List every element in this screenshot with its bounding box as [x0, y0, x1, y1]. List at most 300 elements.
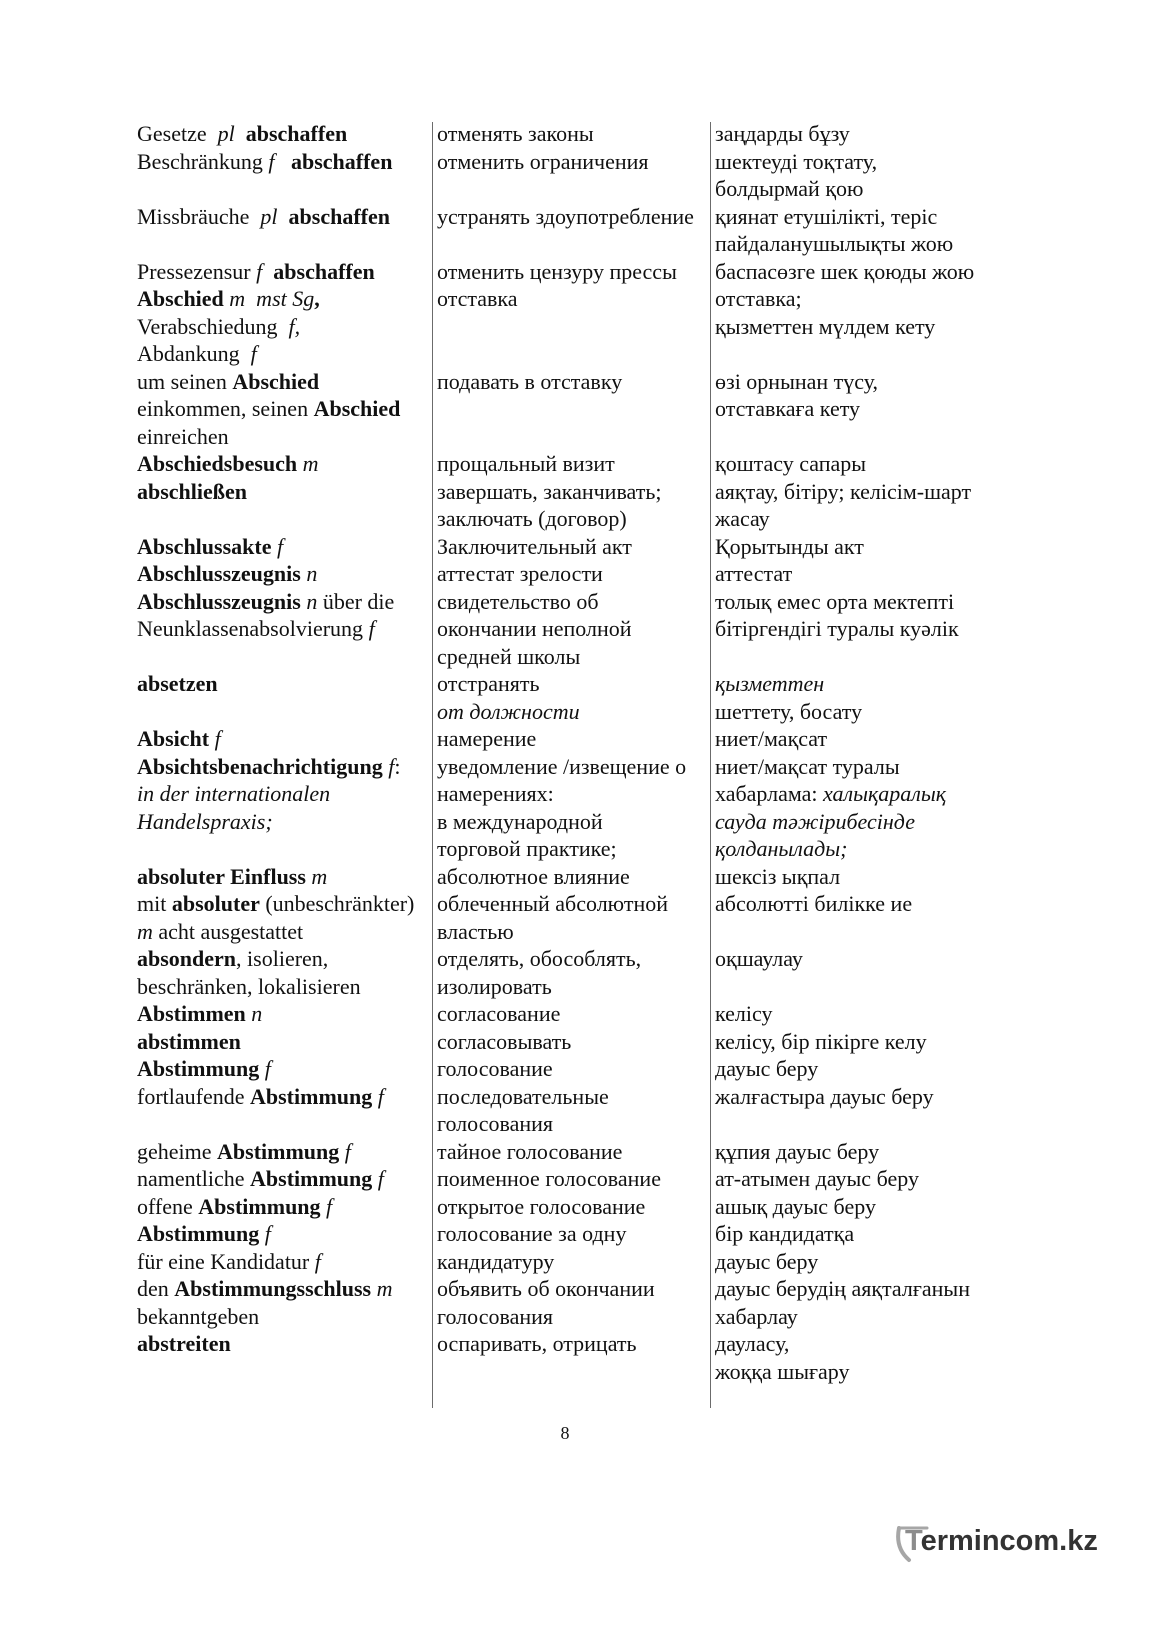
bold-text: Abstimmungsschluss — [174, 1276, 377, 1301]
text-line: согласование — [437, 1001, 561, 1026]
bold-text: abschaffen — [245, 121, 348, 146]
bold-text: Abschied — [313, 396, 401, 421]
dictionary-entry — [137, 1138, 1140, 1166]
text-line: облеченный абсолютной — [437, 891, 668, 916]
russian-translation — [437, 368, 715, 451]
dictionary-entry — [137, 588, 1140, 671]
italic-text: f — [264, 1221, 271, 1246]
russian-translation — [437, 450, 715, 478]
bold-text: Abstimmung — [250, 1166, 378, 1191]
russian-translation — [437, 478, 715, 533]
text-line: қызметтен мүлдем кету — [715, 313, 936, 339]
german-term — [137, 1055, 437, 1083]
column-divider — [432, 122, 433, 1408]
text-line — [137, 1028, 437, 1056]
german-term — [137, 148, 437, 203]
text-line: баспасөзге шек қоюды жою — [715, 258, 975, 284]
russian-translation — [437, 863, 715, 891]
italic-text: f — [377, 1083, 384, 1109]
text-line: уведомление /извещение о — [437, 753, 687, 779]
dictionary-entry — [137, 450, 1140, 478]
russian-translation — [437, 258, 715, 286]
text-line: Қорытынды акт — [715, 533, 864, 559]
text-line: дауыс беру — [715, 1248, 819, 1274]
dictionary-entry — [137, 285, 1140, 368]
text-line: қиянат етушілікті, теріс — [715, 203, 938, 229]
german-term — [137, 560, 437, 588]
bold-text: Absicht — [137, 726, 215, 751]
text-line: абсолютті билікке ие — [715, 891, 913, 916]
regular-text: einkommen, seinen — [137, 396, 314, 421]
german-term — [137, 890, 437, 945]
text-line — [137, 1248, 437, 1276]
italic-text: m — [376, 1276, 393, 1301]
italic-text: сауда тәжірибесінде — [715, 808, 915, 834]
text-line: дауыс беру — [715, 1056, 819, 1081]
bold-text: Abschlussakte — [137, 533, 277, 559]
bold-text: Abstimmung — [137, 1056, 265, 1081]
text-line — [137, 615, 437, 643]
kazakh-translation — [715, 533, 1140, 561]
text-line: жасау — [715, 506, 770, 531]
regular-text: Verabschiedung — [137, 313, 289, 339]
text-line — [137, 340, 437, 368]
kazakh-translation — [715, 753, 1140, 863]
text-line: завершать, заканчивать; — [437, 478, 662, 504]
text-line: дауыс берудің аяқталғанын — [715, 1276, 970, 1301]
russian-translation — [437, 560, 715, 588]
russian-translation — [437, 203, 715, 258]
text-line: шеттету, босату — [715, 698, 863, 724]
italic-text: m — [302, 451, 319, 476]
russian-translation — [437, 1083, 715, 1138]
dictionary-entry — [137, 1220, 1140, 1275]
bold-text: abschaffen — [290, 148, 393, 174]
regular-text: namentliche — [137, 1166, 251, 1191]
italic-text: n — [306, 561, 318, 586]
german-term — [137, 1000, 437, 1028]
russian-translation — [437, 1000, 715, 1028]
bold-text: abschaffen — [273, 258, 375, 284]
text-line — [137, 120, 437, 148]
russian-translation — [437, 1138, 715, 1166]
kazakh-translation — [715, 120, 1140, 148]
text-line: голосование — [437, 1056, 553, 1081]
russian-translation — [437, 148, 715, 203]
german-term — [137, 478, 437, 533]
italic-text: f — [344, 1138, 351, 1164]
dictionary-entry — [137, 753, 1140, 863]
text-line: келісу, бір пікірге келу — [715, 1028, 927, 1054]
text-line: хабарлау — [715, 1303, 798, 1329]
italic-text: f — [250, 341, 257, 366]
russian-translation — [437, 725, 715, 753]
italic-text: f — [264, 1056, 271, 1081]
russian-translation — [437, 285, 715, 368]
text-line — [137, 560, 437, 588]
text-line — [715, 808, 1140, 836]
italic-text: f — [214, 726, 221, 751]
text-line: қоштасу сапары — [715, 451, 867, 476]
kazakh-translation — [715, 863, 1140, 891]
text-line: бітіргендігі туралы куәлік — [715, 616, 959, 641]
text-line — [137, 1330, 437, 1358]
regular-text: fortlaufende — [137, 1083, 250, 1109]
text-line: устранять здоупотребление — [437, 203, 694, 229]
regular-text: offene — [137, 1193, 199, 1219]
kazakh-translation — [715, 560, 1140, 588]
regular-text: acht ausgestattet — [152, 918, 304, 944]
text-line: толық емес орта мектепті — [715, 588, 955, 614]
text-line: намерениях: — [437, 781, 554, 806]
russian-translation — [437, 945, 715, 1000]
dictionary-entry — [137, 863, 1140, 891]
regular-text: : — [394, 753, 401, 779]
russian-translation — [437, 1193, 715, 1221]
text-line: отделять, обособлять, — [437, 946, 642, 971]
text-line: шектеуді тоқтату, — [715, 148, 878, 174]
bold-text: abschließen — [137, 478, 248, 504]
text-line — [715, 780, 1140, 808]
text-line: отменить цензуру прессы — [437, 258, 677, 284]
italic-text: pl — [217, 121, 246, 146]
dictionary-entry — [137, 945, 1140, 1000]
dictionary-table — [137, 120, 1140, 1385]
text-line — [137, 1138, 437, 1166]
text-line: голосования — [437, 1303, 554, 1329]
bold-text: Abschlusszeugnis — [137, 588, 307, 614]
text-line: ашық дауыс беру — [715, 1193, 876, 1219]
regular-text: für eine Kandidatur — [137, 1248, 315, 1274]
bold-text: , — [314, 286, 320, 311]
russian-translation — [437, 533, 715, 561]
text-line: отменять законы — [437, 121, 594, 146]
regular-text: um seinen — [137, 368, 233, 394]
text-line: жалғастыра дауыс беру — [715, 1083, 934, 1109]
text-line: прощальный визит — [437, 451, 615, 476]
text-line — [137, 1275, 437, 1303]
italic-text: f — [377, 1166, 384, 1191]
kazakh-translation — [715, 1000, 1140, 1028]
text-line: заңдарды бұзу — [715, 121, 850, 146]
text-line: отставка; — [715, 286, 802, 311]
regular-text: (unbeschränkter) — [259, 891, 415, 916]
bold-text: abschaffen — [288, 203, 390, 229]
text-line — [137, 533, 437, 561]
russian-translation — [437, 1275, 715, 1330]
site-logo — [893, 1516, 1148, 1566]
text-line: отстранять — [437, 671, 540, 696]
kazakh-translation — [715, 1028, 1140, 1056]
kazakh-translation — [715, 368, 1140, 451]
dictionary-entry — [137, 1275, 1140, 1330]
bold-text: Abstimmen — [137, 1001, 252, 1026]
text-line — [137, 258, 437, 286]
italic-text: f — [326, 1193, 333, 1219]
text-line — [137, 945, 437, 973]
text-line — [137, 1000, 437, 1028]
italic-text: f, — [288, 313, 301, 339]
text-line: кандидатуру — [437, 1248, 555, 1274]
page-number: 8 — [560, 1423, 570, 1443]
italic-text: f — [276, 533, 284, 559]
dictionary-entry — [137, 1055, 1140, 1083]
text-line: beschränken, lokalisieren — [137, 973, 361, 999]
kazakh-translation — [715, 1193, 1140, 1221]
regular-text: Beschränkung — [137, 148, 269, 174]
bold-text: Abschied — [137, 286, 224, 311]
kazakh-translation — [715, 1055, 1140, 1083]
text-line — [137, 918, 437, 946]
text-line: средней школы — [437, 643, 581, 669]
german-term — [137, 863, 437, 891]
text-line — [715, 835, 1140, 863]
bold-text: absoluter Einfluss — [137, 863, 312, 889]
dictionary-entry — [137, 725, 1140, 753]
text-line: дауласу, — [715, 1331, 790, 1356]
kazakh-translation — [715, 1138, 1140, 1166]
regular-text: Abdankung — [137, 341, 251, 366]
text-line: өзі орнынан түсу, — [715, 368, 879, 394]
russian-translation — [437, 120, 715, 148]
german-term — [137, 258, 437, 286]
text-line — [137, 1055, 437, 1083]
bold-text: Abstimmung — [198, 1193, 327, 1219]
russian-translation — [437, 1165, 715, 1193]
text-line: открытое голосование — [437, 1193, 646, 1219]
text-line: отставка — [437, 286, 518, 311]
german-term — [137, 368, 437, 451]
text-line — [715, 670, 1140, 698]
text-line — [137, 203, 437, 231]
kazakh-translation — [715, 1220, 1140, 1275]
dictionary-entry — [137, 1000, 1140, 1028]
text-line — [137, 450, 437, 478]
kazakh-translation — [715, 945, 1140, 1000]
text-line — [137, 588, 437, 616]
text-line: окончании неполной — [437, 616, 632, 641]
text-line — [137, 753, 437, 781]
text-line — [137, 890, 437, 918]
regular-text: den — [137, 1276, 175, 1301]
italic-text: pl — [260, 203, 289, 229]
text-line: торговой практике; — [437, 836, 617, 861]
kazakh-translation — [715, 588, 1140, 671]
text-line: последовательные — [437, 1083, 609, 1109]
dictionary-entry — [137, 1330, 1140, 1385]
italic-text: in der internationalen — [137, 781, 331, 806]
regular-text: Missbräuche — [137, 203, 261, 229]
logo-text: Termincom.kz — [905, 1525, 1098, 1557]
german-term — [137, 533, 437, 561]
text-line — [137, 780, 437, 808]
column-divider — [710, 122, 711, 1408]
kazakh-translation — [715, 478, 1140, 533]
german-term — [137, 1330, 437, 1385]
dictionary-entry — [137, 203, 1140, 258]
russian-translation — [437, 890, 715, 945]
text-line — [137, 725, 437, 753]
regular-text: Pressezensur — [137, 258, 257, 284]
dictionary-entry — [137, 148, 1140, 203]
text-line — [137, 1165, 437, 1193]
bold-text: absoluter — [171, 891, 260, 916]
text-line: аттестат — [715, 561, 793, 586]
german-term — [137, 753, 437, 863]
dictionary-entry — [137, 533, 1140, 561]
text-line — [137, 313, 437, 341]
dictionary-entry — [137, 120, 1140, 148]
text-line — [137, 1220, 437, 1248]
dictionary-entry — [137, 890, 1140, 945]
text-line: отменить ограничения — [437, 148, 649, 174]
bold-text: Abschiedsbesuch — [137, 451, 303, 476]
bold-text: Absichtsbenachrichtigung — [137, 753, 389, 779]
text-line: келісу — [715, 1001, 773, 1026]
kazakh-translation — [715, 1330, 1140, 1385]
text-line: құпия дауыс беру — [715, 1138, 880, 1164]
bold-text: absetzen — [137, 671, 218, 696]
text-line — [137, 1083, 437, 1111]
text-line: болдырмай қою — [715, 176, 864, 201]
text-line — [137, 670, 437, 698]
text-line: ниет/мақсат туралы — [715, 753, 900, 779]
text-line — [137, 478, 437, 506]
russian-translation — [437, 670, 715, 725]
italic-text: m — [137, 918, 153, 944]
kazakh-translation — [715, 258, 1140, 286]
russian-translation — [437, 588, 715, 671]
text-line: намерение — [437, 726, 537, 751]
italic-text: m mst Sg — [223, 286, 315, 311]
german-term — [137, 1165, 437, 1193]
german-term — [137, 1275, 437, 1330]
german-term — [137, 588, 437, 671]
italic-text: f — [268, 148, 291, 174]
russian-translation — [437, 1220, 715, 1275]
bold-text: abstimmen — [137, 1028, 241, 1054]
german-term — [137, 450, 437, 478]
regular-text: mit — [137, 891, 172, 916]
dictionary-entry — [137, 670, 1140, 725]
kazakh-translation — [715, 285, 1140, 368]
text-line: оспаривать, отрицать — [437, 1331, 637, 1356]
text-line — [137, 863, 437, 891]
dictionary-entry — [137, 1028, 1140, 1056]
bold-text: Abstimmung — [217, 1138, 345, 1164]
italic-text: халықаралық — [823, 781, 947, 806]
text-line: в международной — [437, 808, 603, 834]
italic-text: қолданылады; — [715, 836, 848, 861]
german-term — [137, 285, 437, 368]
dictionary-entry — [137, 478, 1140, 533]
kazakh-translation — [715, 450, 1140, 478]
text-line: бір кандидатқа — [715, 1221, 855, 1246]
german-term — [137, 1083, 437, 1138]
text-line: заключать (договор) — [437, 506, 627, 531]
italic-text: m — [311, 863, 328, 889]
bold-text: absondern — [137, 946, 237, 971]
text-line: ат-атымен дауыс беру — [715, 1166, 919, 1191]
bold-text: Abstimmung — [250, 1083, 378, 1109]
russian-translation — [437, 1330, 715, 1385]
text-line — [137, 148, 437, 176]
kazakh-translation — [715, 148, 1140, 203]
regular-text: geheime — [137, 1138, 218, 1164]
german-term — [137, 1220, 437, 1275]
russian-translation — [437, 753, 715, 863]
kazakh-translation — [715, 203, 1140, 258]
text-line — [137, 285, 437, 313]
text-line: аяқтау, бітіру; келісім-шарт — [715, 478, 972, 504]
russian-translation — [437, 1055, 715, 1083]
text-line: шексіз ықпал — [715, 863, 841, 889]
text-line: свидетельство об — [437, 588, 599, 614]
regular-text: , isolieren, — [236, 946, 329, 971]
regular-text: über die — [322, 588, 395, 614]
text-line: изолировать — [437, 973, 552, 999]
text-line: ниет/мақсат — [715, 726, 828, 751]
russian-translation — [437, 1028, 715, 1056]
bold-text: Abschied — [232, 368, 320, 394]
german-term — [137, 1193, 437, 1221]
italic-text: n — [306, 588, 323, 614]
dictionary-entry — [137, 1165, 1140, 1193]
german-term — [137, 1028, 437, 1056]
text-line: жоққа шығару — [715, 1358, 850, 1384]
dictionary-entry — [137, 1083, 1140, 1138]
kazakh-translation — [715, 890, 1140, 945]
italic-text: f — [314, 1248, 321, 1274]
text-line: einreichen — [137, 423, 229, 449]
text-line — [137, 1193, 437, 1221]
text-line: властью — [437, 918, 514, 944]
kazakh-translation — [715, 1083, 1140, 1138]
bold-text: Abstimmung — [137, 1221, 265, 1246]
text-line: абсолютное влияние — [437, 863, 630, 889]
text-line — [137, 808, 437, 836]
italic-text: f — [256, 258, 274, 284]
text-line — [137, 368, 437, 396]
bold-text: abstreiten — [137, 1331, 231, 1356]
german-term — [137, 120, 437, 148]
dictionary-entry — [137, 560, 1140, 588]
text-line — [137, 395, 437, 423]
german-term — [137, 1138, 437, 1166]
dictionary-entry — [137, 258, 1140, 286]
dictionary-entry — [137, 368, 1140, 451]
italic-text: n — [251, 1001, 263, 1026]
kazakh-translation — [715, 1165, 1140, 1193]
italic-text: Handelspraxis; — [137, 808, 273, 834]
text-line: bekanntgeben — [137, 1303, 260, 1329]
text-line: объявить об окончании — [437, 1276, 655, 1301]
german-term — [137, 203, 437, 258]
text-line: пайдаланушылықты жою — [715, 231, 954, 256]
text-line: оқшаулау — [715, 946, 803, 971]
text-line: голосование за одну — [437, 1221, 627, 1246]
text-line: голосования — [437, 1111, 554, 1136]
german-term — [137, 725, 437, 753]
kazakh-translation — [715, 1275, 1140, 1330]
regular-text: Gesetze — [137, 121, 218, 146]
regular-text: хабарлама: — [715, 781, 824, 806]
german-term — [137, 945, 437, 1000]
italic-text: от должности — [437, 698, 580, 724]
text-line: тайное голосование — [437, 1138, 623, 1164]
italic-text: f — [388, 753, 395, 779]
text-line: Заключительный акт — [437, 533, 632, 559]
